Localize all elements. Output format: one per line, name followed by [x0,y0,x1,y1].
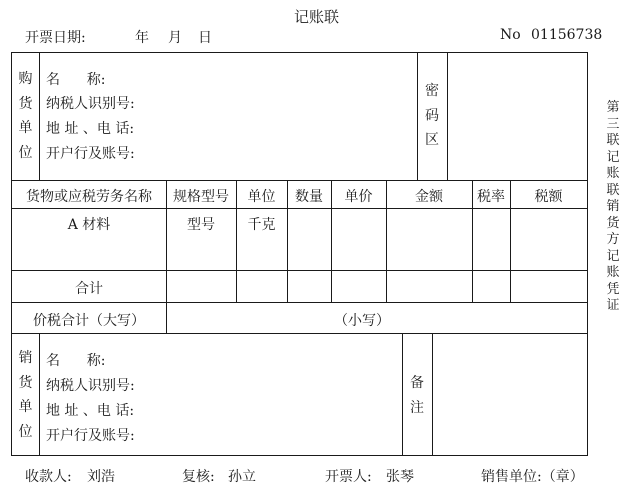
invoice-title: 记账联 [293,8,339,26]
date-month: 月 [168,30,182,46]
seller-side-char: 位 [18,423,33,440]
seller-address-label: 地 址 、电 话: [46,403,135,419]
invoice-no-label: No [500,27,521,43]
divider [12,270,587,271]
item-spec: 型号 [187,217,215,233]
divider [12,208,587,209]
seller-name-label: 名 称: [46,353,106,369]
col-header-rate: 税率 [477,189,505,205]
invoice-table [11,52,588,456]
remark-char: 备 [410,375,424,391]
reviewer-value: 孙立 [228,469,256,485]
col-header-qty: 数量 [295,189,323,205]
code-area-label [417,79,447,153]
divider [39,53,40,180]
divider [12,180,587,181]
col-header-amount: 金额 [415,189,443,205]
invoice-no-value: 01156738 [531,27,603,43]
item-unit: 千克 [247,217,276,233]
buyer-bank-label: 开户行及账号: [46,146,135,162]
seller-unit-label: 销售单位:（章） [481,469,584,485]
buyer-side-char: 购 [18,71,33,87]
divider [447,53,448,180]
code-area-char: 码 [425,107,439,124]
divider [39,333,40,455]
date-year: 年 [135,30,149,46]
divider [432,333,433,455]
col-header-tax: 税额 [534,189,563,205]
seller-side-char: 货 [18,374,33,391]
col-header-unit: 单位 [247,189,276,205]
total-label: 合计 [75,281,103,297]
date-day: 日 [198,30,212,46]
tax-total-label: 价税合计（大写） [33,313,145,329]
buyer-side-label [12,67,39,165]
col-header-name: 货物或应税劳务名称 [26,189,152,205]
payee-value: 刘浩 [87,469,115,485]
buyer-address-label: 地 址 、电 话: [46,121,135,137]
payee-label: 收款人: [25,469,72,485]
buyer-taxid-label: 纳税人识别号: [46,96,135,112]
review-label: 复核: [182,469,215,485]
remark-char: 注 [410,399,424,416]
seller-side-char: 销 [18,350,33,366]
small-amount-label: （小写） [334,313,390,329]
buyer-side-char: 货 [18,95,33,112]
col-header-spec: 规格型号 [173,189,229,205]
divider [12,333,587,334]
remark-label [402,371,432,420]
seller-taxid-label: 纳税人识别号: [46,378,135,394]
code-area-char: 密 [425,83,439,99]
col-header-price: 单价 [344,189,373,205]
date-label: 开票日期: [25,30,86,46]
buyer-name-label: 名 称: [46,72,106,88]
buyer-side-char: 单 [18,120,33,136]
divider [12,302,587,303]
divider [166,302,167,333]
buyer-side-char: 位 [18,144,33,161]
seller-side-label [12,346,39,444]
seller-bank-label: 开户行及账号: [46,428,135,444]
drawer-label: 开票人: [325,469,372,485]
item-name: A 材料 [67,217,111,233]
drawer-value: 张琴 [386,469,414,485]
code-area-char: 区 [425,132,439,148]
copy-note-vertical: 第三联 记账联 销货方记账凭证 [606,100,620,313]
seller-side-char: 单 [18,399,33,415]
